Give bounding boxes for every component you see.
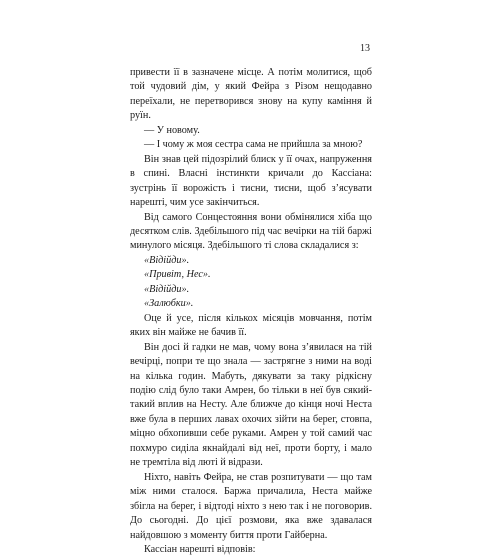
paragraph bbox=[130, 312, 372, 341]
italic-line bbox=[130, 254, 372, 268]
body-text bbox=[130, 66, 372, 557]
italic-line bbox=[130, 283, 372, 297]
italic-line-text: «Відійди». bbox=[144, 283, 190, 295]
paragraph bbox=[130, 153, 372, 211]
paragraph bbox=[130, 124, 372, 138]
italic-line-text: «Залюбки». bbox=[144, 298, 194, 310]
paragraph-text: — У новому. bbox=[144, 124, 200, 136]
paragraph-text: Від самого Сонцестояння вони обмінялися хіба що десятком слів. Здебільшого під час вечірки на тій баржі минулого місяця. Здебільшого ті слова складалися з: bbox=[130, 211, 372, 252]
italic-line-text: «Привіт, Нес». bbox=[144, 269, 211, 281]
italic-line-text: «Відійди». bbox=[144, 254, 190, 266]
paragraph-text: привести її в зазначене місце. А потім молитися, щоб той чудовий дім, у який Фейра з Різом нещодавно переїхали, не перетворився знову на купу каміння й руїн. bbox=[130, 67, 372, 122]
paragraph-text: Ніхто, навіть Фейра, не став розпитувати — що там між ними сталося. Баржа причалила, Неста майже збігла на берег, і відтоді ніхто з нею так і не поговорив. До сьогодні. До цієї розмови, яка вже здавалася найдовшою з моменту биття проти Гайберна. bbox=[130, 471, 372, 541]
page-number: 13 bbox=[360, 43, 370, 54]
paragraph bbox=[130, 138, 372, 152]
paragraph bbox=[130, 66, 372, 124]
paragraph-text: Кассіан нарешті відповів: bbox=[144, 543, 256, 555]
paragraph-text: Він знав цей підозрілий блиск у її очах, напруження в спині. Власні інстинкти кричали до Кассіана: зустрінь її ворожість і тисни, тисни, щоб з’ясувати нарешті, чим усе закінчиться. bbox=[130, 153, 372, 209]
paragraph bbox=[130, 471, 372, 543]
italic-line bbox=[130, 297, 372, 311]
paragraph-text: Оце й усе, після кількох місяців мовчання, потім яких він майже не бачив її. bbox=[130, 312, 372, 339]
paragraph bbox=[130, 211, 372, 254]
paragraph bbox=[130, 543, 372, 557]
paragraph-text: — І чому ж моя сестра сама не прийшла за мною? bbox=[144, 139, 363, 151]
paragraph bbox=[130, 341, 372, 471]
paragraph-text: Він досі й гадки не мав, чому вона з’явилася на тій вечірці, попри те що знала — застрягне з ними на воді на кілька годин. Мабуть, дякувати за таку рідкісну подію слід було таки Амрен, бо тільки в неї був сякий-такий вплив на Несту. Але ближче до кінця ночі Неста вже була в перших лавах охочих зійти на берег, стовпа, міцно обхопивши себе руками. Амрен у той самий час похмуро сиділа якнайдалі від неї, проти борту, і мало не тремтіла від люті й відрази. bbox=[130, 341, 372, 469]
italic-line bbox=[130, 268, 372, 282]
